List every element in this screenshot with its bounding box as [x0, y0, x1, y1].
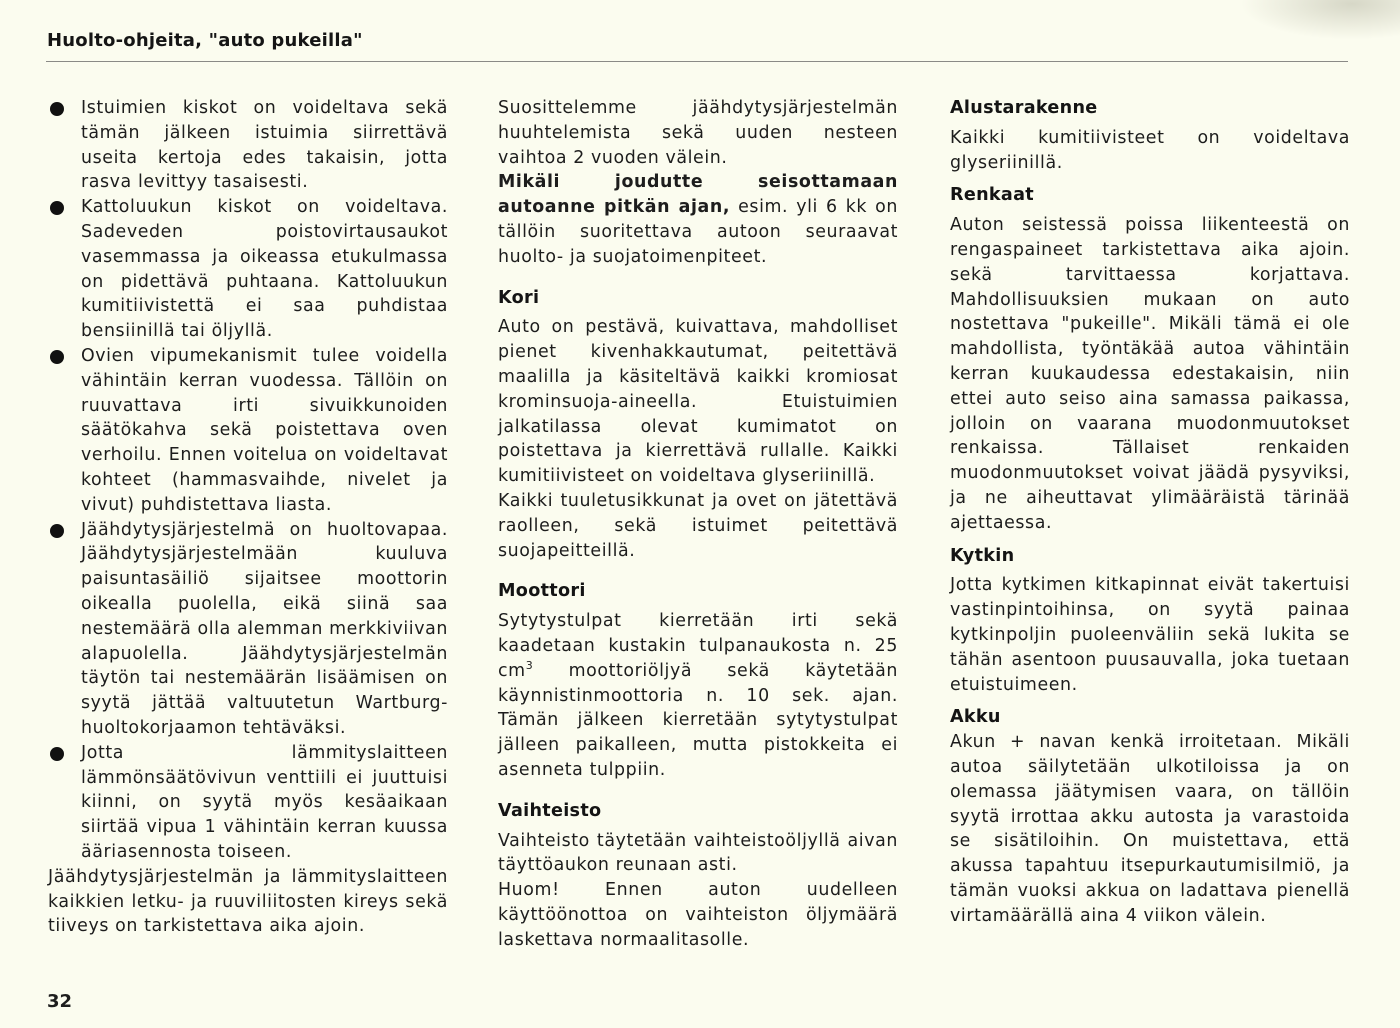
- moottori-text: moottoriöljyä sekä käytetään käynnistinmoottoria n. 10 sek. ajan. Tämän jälkeen kierretään sytytystulpat jälleen paikalleen, mutta pistokkeita ei asenneta tulppiin.: [498, 660, 898, 780]
- header-divider: [46, 61, 1348, 62]
- section-heading-vaihteisto: Vaihteisto: [498, 800, 602, 821]
- paper-stain: [1240, 0, 1400, 40]
- page-title: Huolto-ohjeita, "auto pukeilla": [47, 30, 363, 51]
- section-heading-alustarakenne: Alustarakenne: [950, 98, 1098, 118]
- column-left: [48, 96, 448, 939]
- bullet-icon: [50, 201, 64, 215]
- section-heading-moottori: Moottori: [498, 581, 586, 602]
- bullet-text: Ovien vipumekanismit tulee voidella vähintäin kerran vuodessa. Tällöin on ruuvattava irti sivuikkunoiden säätökahva sekä poistettava oven verhoilu. Ennen voitelua on voideltavat kohteet (hammasvaihde, nivelet ja vivut) puhdistettava liasta.: [81, 345, 448, 515]
- renkaat-paragraph: Auton seistessä poissa liikenteestä on rengaspaineet tarkistettava aika ajoin. sekä tarvittaessa korjattava. Mahdollisuuksien mukaan on auto nostettava "pukeille". Mikäli tämä ei ole mahdollista, työntäkää autoa vähintäin kerran kuukaudessa edestakaisin, niin ettei auto seiso aina samassa paikassa, jolloin on vaarana muodonmuutokset renkaissa. Tällaiset renkaiden muodonmuutokset voivat jäädä pysyviksi, ja ne aiheuttavat ylimääräistä tärinää ajettaessa.: [950, 215, 1350, 533]
- column-right: [950, 96, 1350, 929]
- bullet-item: [48, 518, 448, 741]
- kytkin-paragraph: Jotta kytkimen kitkapinnat eivät takertuisi vastinpintoihinsa, on syytä painaa kytkinpoljin puoleenväliin sekä lukita se tähän asentoon puusauvalla, joka tuetaan etuistuimeen.: [950, 575, 1350, 695]
- bullet-text: Kattoluukun kiskot on voideltava. Sadeveden poistovirtausaukot vasemmassa ja oikeassa etukulmassa on pidettävä puhtaana. Kattoluukun kumitiivistettä ei saa puhdistaa bensiinillä tai öljyllä.: [81, 197, 448, 342]
- bullet-text: Jotta lämmityslaitteen lämmönsäätövivun venttiili ei juuttuisi kiinni, on syytä myös kesäaikaan siirtää vipua 1 vähintäin kerran kuussa ääriasennosta toiseen.: [81, 742, 448, 862]
- kori-paragraph: Kaikki tuuletusikkunat ja ovet on jätettävä raolleen, sekä istuimet peitettävä suojapeitteillä.: [498, 490, 898, 561]
- superscript-3: 3: [525, 658, 534, 672]
- intro-paragraph: Suosittelemme jäähdytysjärjestelmän huuhtelemista sekä uuden nesteen vaihtoa 2 vuoden välein.: [498, 98, 898, 168]
- page-number: 32: [47, 991, 73, 1012]
- storage-text: esim. yli 6 kk on tällöin suoritettava autoon seuraavat huolto- ja suojatoimenpiteet.: [498, 197, 899, 267]
- closing-paragraph: Jäähdytysjärjestelmän ja lämmityslaitteen kaikkien letku- ja ruuviliitosten kireys sekä tiiveys on tarkistettava aika ajoin.: [48, 866, 448, 937]
- alustarakenne-paragraph: Kaikki kumitiivisteet on voideltava glyseriinillä.: [950, 127, 1350, 173]
- column-middle: [498, 96, 898, 953]
- bullet-icon: [50, 102, 64, 116]
- section-heading-renkaat: Renkaat: [950, 185, 1034, 206]
- bullet-item: [48, 344, 448, 518]
- vaihteisto-paragraph: Huom! Ennen auton uudelleen käyttöönottoa on vaihteiston öljymäärä laskettava normaalitasolle.: [498, 880, 898, 950]
- bullet-item: [48, 195, 448, 344]
- bullet-text: Istuimien kiskot on voideltava sekä tämän jälkeen istuimia siirrettävä useita kertoja edes takaisin, jotta rasva levittyy tasaisesti.: [81, 98, 448, 193]
- bullet-icon: [50, 747, 64, 761]
- storage-paragraph: [498, 170, 898, 269]
- bullet-text: Jäähdytysjärjestelmä on huoltovapaa. Jäähdytysjärjestelmään kuuluva paisuntasäiliö sijaitsee moottorin oikealla puolella, eikä siinä saa nestemäärä olla alemman merkkiviivan alapuolella. Jäähdytysjärjestelmän täytön tai nestemäärän lisäämisen on syytä jättää valtuutetun Wartburg-huoltokorjaamon tehtäväksi.: [81, 519, 448, 738]
- storage-emphasis: Mikäli joudutte seisottamaan autoanne pitkän ajan,: [498, 172, 898, 218]
- bullet-icon: [50, 524, 64, 538]
- section-heading-kori: Kori: [498, 287, 540, 308]
- bullet-item: [48, 96, 448, 195]
- moottori-paragraph: [498, 609, 898, 783]
- vaihteisto-paragraph: Vaihteisto täytetään vaihteistoöljyllä aivan täyttöaukon reunaan asti.: [498, 830, 898, 876]
- moottori-text: Sytytystulpat kierretään irti sekä kaadetaan kustakin tulpanaukosta n. 25 cm: [498, 611, 898, 681]
- section-heading-akku: Akku: [950, 707, 1001, 728]
- kori-paragraph: Auto on pestävä, kuivattava, mahdolliset pienet kivenhakkautumat, peitettävä maalilla ja käsiteltävä kaikki kromiosat krominsuoja-aineella. Etuistuimien jalkatilassa olevat kumimatot on poistettava ja kierrettävä rullalle. Kaikki kumitiivisteet on voideltava glyseriinillä.: [498, 317, 898, 487]
- bullet-item: [48, 741, 448, 865]
- bullet-icon: [50, 350, 64, 364]
- section-heading-kytkin: Kytkin: [950, 545, 1015, 566]
- akku-paragraph: Akun + navan kenkä irroitetaan. Mikäli autoa säilytetään ulkotiloissa ja on olemassa jäätymisen vaara, on tällöin syytä irrottaa akku autosta ja varastoida se sisätiloihin. On muistettava, että akussa tapahtuu itsepurkautumisilmiö, ja tämän vuoksi akkua on ladattava pienellä virtamäärällä aina 4 viikon välein.: [950, 732, 1350, 926]
